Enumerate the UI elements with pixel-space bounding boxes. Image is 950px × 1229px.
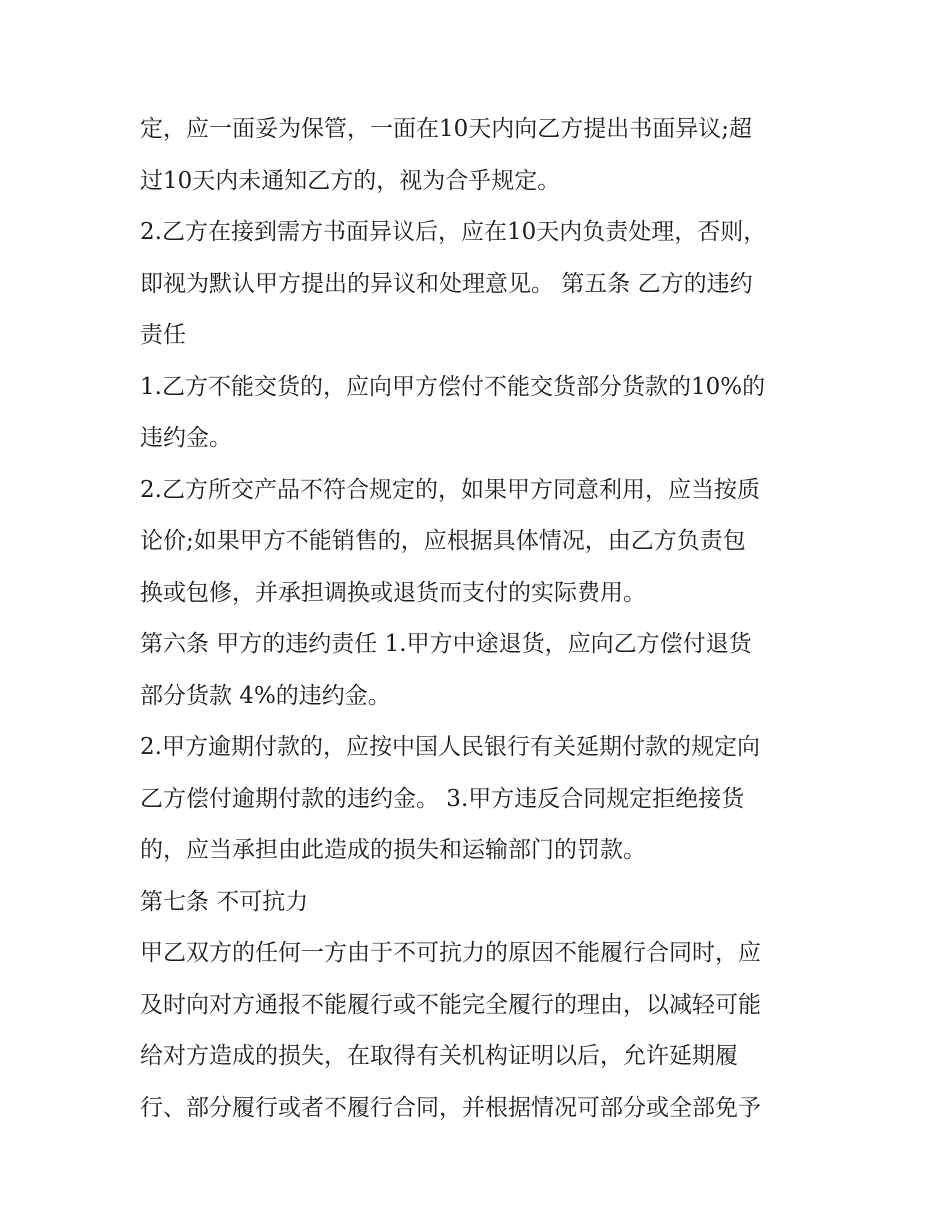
- text-line: 及时向对方通报不能履行或不能完全履行的理由，以减轻可能: [140, 991, 761, 1018]
- text-line: 即视为默认甲方提出的异议和处理意见。 第五条 乙方的违约: [140, 270, 753, 297]
- text-line: 2.乙方所交产品不符合规定的，如果甲方同意利用，应当按质: [140, 476, 760, 503]
- text-line: 部分货款 4%的违约金。: [140, 682, 391, 709]
- text-line: 第七条 不可抗力: [140, 888, 309, 915]
- text-line: 论价;如果甲方不能销售的，应根据具体情况，由乙方负责包: [140, 528, 746, 554]
- text-line: 换或包修，并承担调换或退货而支付的实际费用。: [140, 579, 646, 606]
- text-line: 1.乙方不能交货的，应向甲方偿付不能交货部分货款的10%的: [140, 373, 766, 400]
- text-line: 乙方偿付逾期付款的违约金。 3.甲方违反合同规定拒绝接货: [140, 785, 745, 812]
- text-line: 行、部分履行或者不履行合同，并根据情况可部分或全部免予: [140, 1094, 761, 1121]
- text-line: 违约金。: [140, 425, 232, 451]
- document-page: [140, 104, 820, 1134]
- text-line: 第六条 甲方的违约责任 1.甲方中途退货，应向乙方偿付退货: [140, 631, 752, 657]
- text-line: 定，应一面妥为保管，一面在10天内向乙方提出书面异议;超: [140, 116, 753, 142]
- text-line: 过10天内未通知乙方的，视为合乎规定。: [140, 167, 561, 194]
- text-line: 甲乙双方的任何一方由于不可抗力的原因不能履行合同时，应: [140, 940, 761, 966]
- text-line: 给对方造成的损失，在取得有关机构证明以后，允许延期履: [140, 1043, 738, 1069]
- text-line: 2.乙方在接到需方书面异议后，应在10天内负责处理，否则，: [140, 219, 767, 245]
- text-line: 2.甲方逾期付款的，应按中国人民银行有关延期付款的规定向: [140, 734, 760, 760]
- text-line: 责任: [140, 322, 186, 348]
- text-line: 的，应当承担由此造成的损失和运输部门的罚款。: [140, 837, 646, 863]
